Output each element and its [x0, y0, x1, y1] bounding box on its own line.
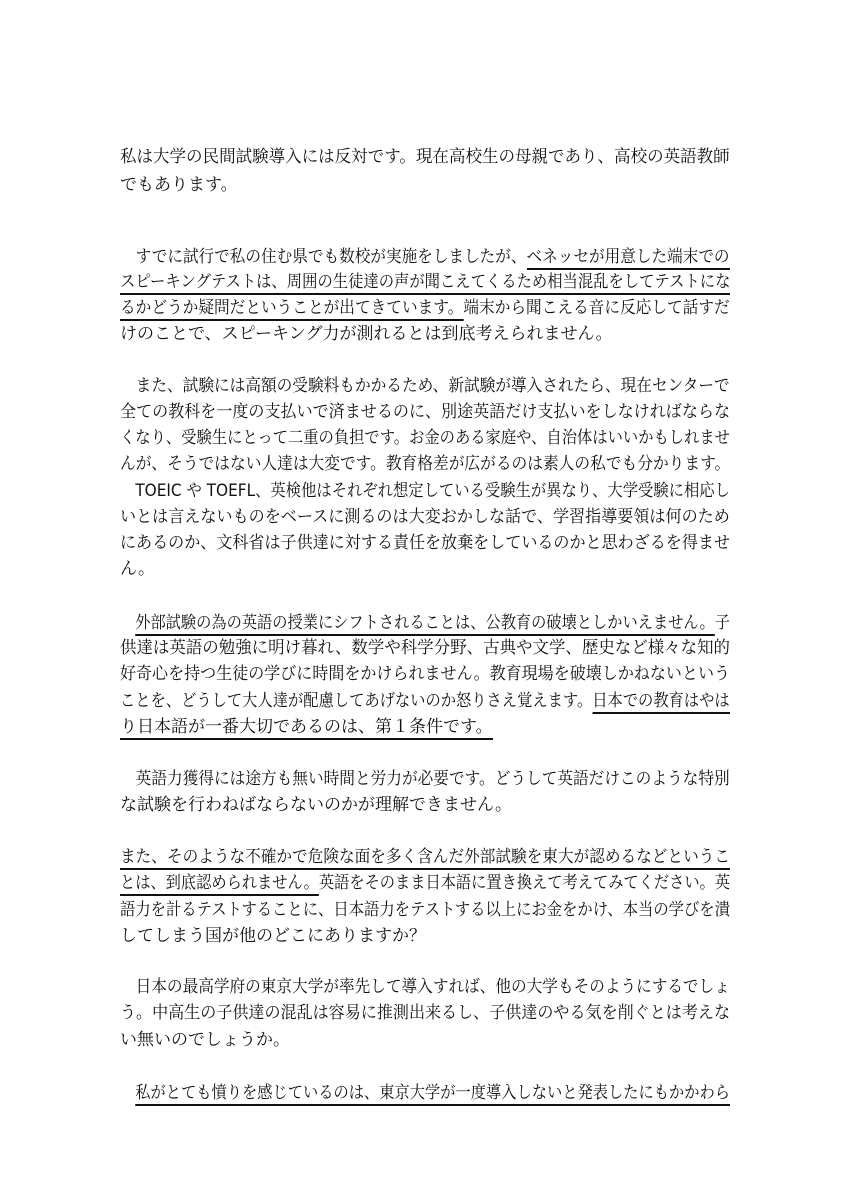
text-line: [120, 1001, 730, 1025]
text-segment: にあるのか、文科省は子供達に対する責任を放棄をしているのかと思わざるを得ませ: [120, 533, 730, 553]
text-line: [120, 374, 730, 398]
text-segment: 英語をそのまま日本語に置き換えて考えてみてください。英: [318, 873, 731, 893]
text-line: [120, 611, 731, 635]
text-line: [120, 270, 731, 294]
text-segment: TOEIC や TOEFL、英検他はそれぞれ想定している受験生が異なり、大学受験に相応し: [120, 481, 730, 501]
text-line: [120, 1028, 730, 1052]
underlined-text: また、そのような不確かで危険な面を多く含んだ外部試験を東大が認めるなどというこ: [120, 847, 730, 870]
text-line: [120, 426, 730, 450]
underlined-text: ベネッセが用意した端末での: [527, 247, 730, 270]
text-segment: 端末から聞こえる音に反応して話すだ: [463, 298, 730, 318]
text-segment: 子: [714, 613, 731, 633]
text-line: [120, 173, 730, 197]
text-line: [120, 871, 731, 895]
text-line: [120, 452, 731, 476]
text-segment: ことを、どうして大人達が配慮してあげないのか怒りさえ覚えます。: [120, 691, 593, 711]
text-line: [120, 715, 730, 739]
underlined-text: るかどうか疑問だということが出てきています。: [120, 298, 463, 321]
text-line: [120, 400, 730, 424]
text-segment: [120, 1083, 135, 1103]
text-line: [120, 767, 730, 791]
text-line: [120, 793, 730, 817]
text-line: [120, 296, 730, 320]
underlined-text: 日本での教育はやは: [592, 691, 729, 714]
text-line: [120, 662, 731, 686]
text-line: [120, 145, 730, 169]
text-line: [120, 636, 731, 660]
text-segment: 日本の最高学府の東京大学が率先して導入すれば、他の大学もそのようにするでしょ: [120, 977, 730, 997]
text-line: [120, 975, 730, 999]
underlined-text: スピーキングテストは、周囲の生徒達の声が聞こえてくるため相当混乱をしてテストにな: [120, 272, 730, 295]
text-line: [120, 505, 730, 529]
text-segment: う。中高生の子供達の混乱は容易に推測出来るし、子供達のやる気を削ぐとは考えな: [120, 1003, 730, 1023]
underlined-text: とは、到底認められません。: [120, 873, 319, 896]
text-line: [120, 845, 730, 869]
text-segment: な試験を行わねばならないのかが理解できません。: [120, 795, 513, 815]
text-line: [120, 898, 730, 922]
text-segment: けのことで、スピーキング力が測れるとは到底考えられません。: [120, 324, 613, 344]
text-line: [120, 479, 730, 503]
text-segment: くなり、受験生にとって二重の負担です。お金のある家庭や、自治体はいいかもしれませ: [120, 428, 730, 448]
text-line: [120, 924, 730, 948]
text-segment: 私は大学の民間試験導入には反対です。現在高校生の母親であり、高校の英語教師: [120, 147, 730, 167]
text-segment: すでに試行で私の住む県でも数校が実施をしましたが、: [120, 247, 527, 267]
text-segment: 全ての教科を一度の支払いで済ませるのに、別途英語だけ支払いをしなければならな: [120, 402, 730, 422]
text-segment: [120, 613, 135, 633]
text-segment: いとは言えないものをベースに測るのは大変おかしな話で、学習指導要領は何のため: [120, 507, 730, 527]
text-segment: 供達は英語の勉強に明け暮れ、数学や科学分野、古典や文学、歴史など様々な知的: [120, 638, 731, 658]
text-segment: でもあります。: [120, 175, 238, 195]
underlined-text: り日本語が一番大切であるのは、第１条件です。: [120, 717, 493, 740]
text-segment: い無いのでしょうか。: [120, 1030, 290, 1050]
text-line: [120, 531, 730, 555]
text-segment: んが、そうではない人達は大変です。教育格差が広がるのは素人の私でも分かります。: [120, 454, 731, 474]
text-line: [120, 1081, 730, 1105]
text-segment: また、試験には高額の受験料もかかるため、新試験が導入されたら、現在センターで: [120, 376, 730, 396]
text-segment: ん。: [120, 559, 156, 579]
text-segment: 語力を計るテストすることに、日本語力をテストする以上にお金をかけ、本当の学びを潰: [120, 900, 730, 920]
underlined-text: 私がとても憤りを感じているのは、東京大学が一度導入しないと発表したにもかかわら: [135, 1083, 730, 1106]
text-segment: してしまう国が他のどこにありますか？: [120, 926, 426, 946]
text-line: [120, 689, 730, 713]
text-line: [120, 322, 730, 346]
text-segment: 好奇心を持つ生徒の学びに時間をかけられません。教育現場を破壊しかねないという: [120, 664, 731, 684]
text-line: [120, 557, 730, 581]
underlined-text: 外部試験の為の英語の授業にシフトされることは、公教育の破壊としかいえません。: [135, 613, 715, 636]
text-segment: 英語力獲得には途方も無い時間と労力が必要です。どうして英語だけこのような特別: [120, 769, 730, 789]
text-line: [120, 245, 730, 269]
